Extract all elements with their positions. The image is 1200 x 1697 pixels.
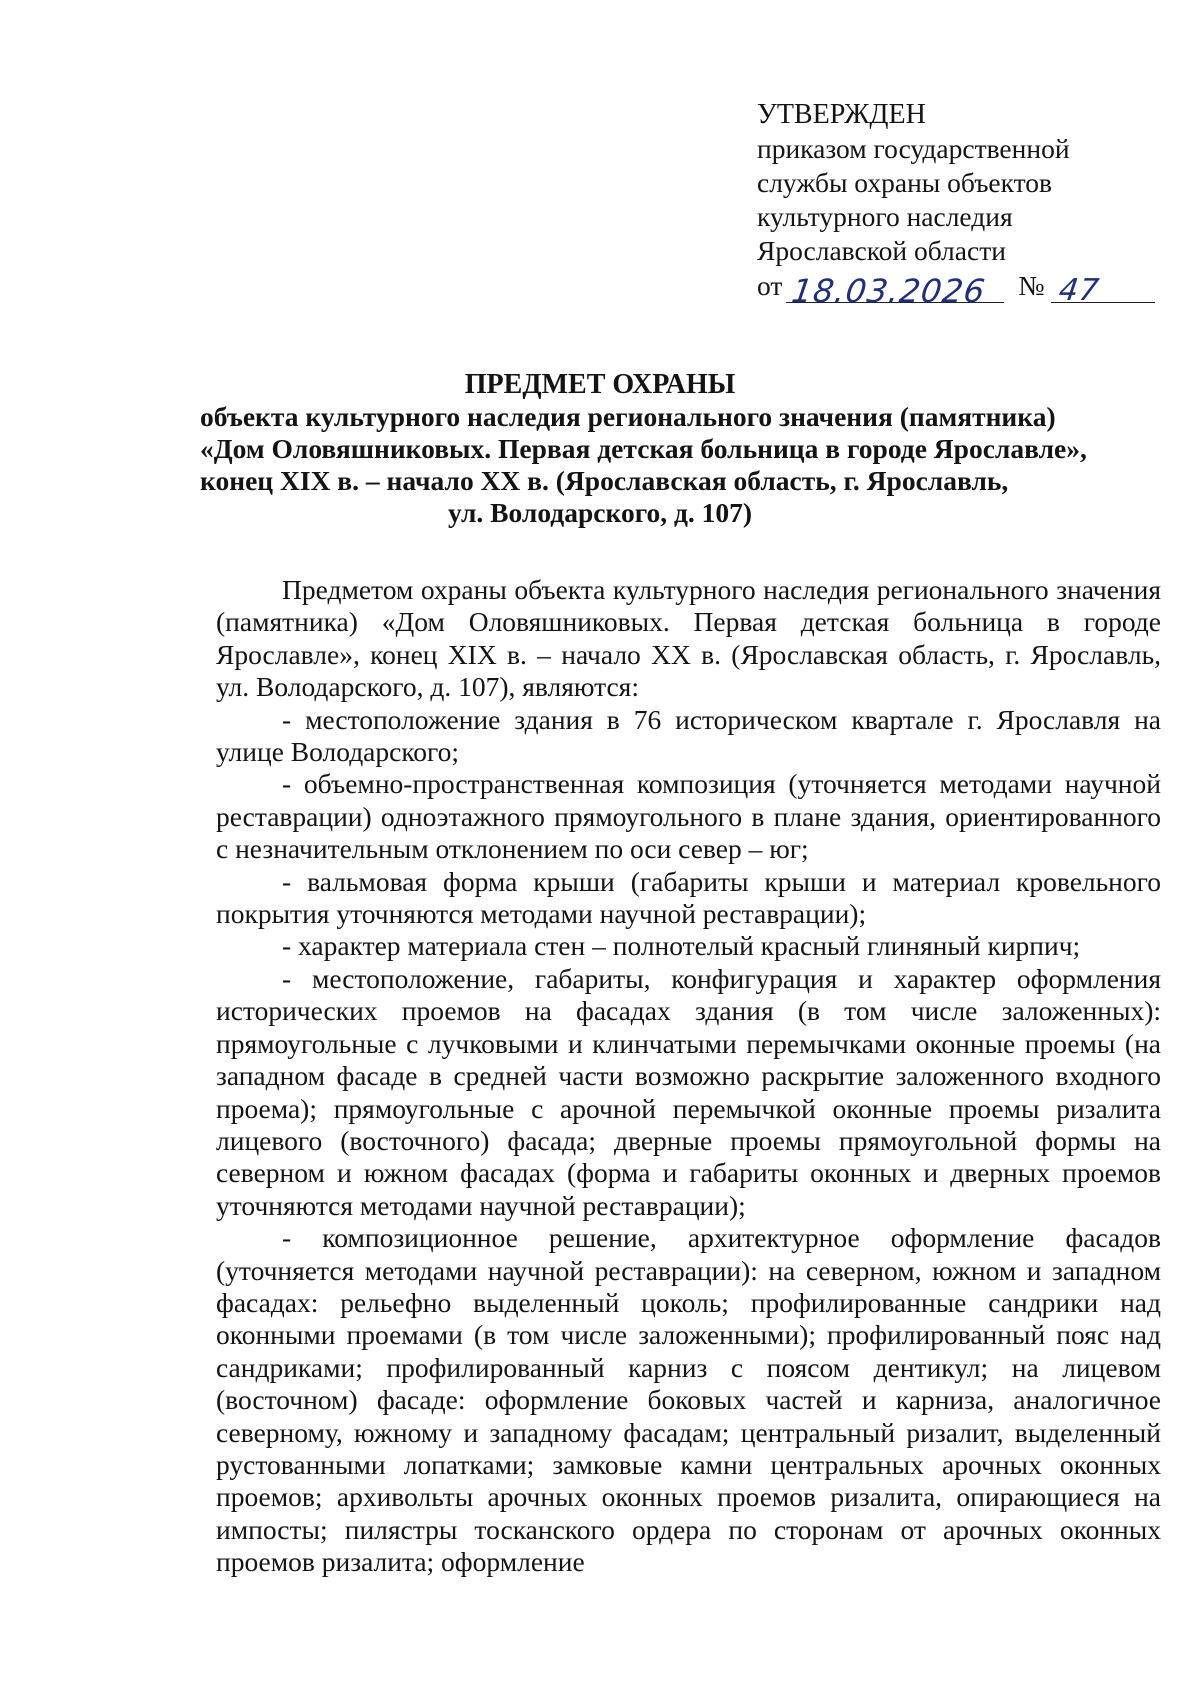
document-title xyxy=(200,369,1087,529)
intro-paragraph: Предметом охраны объекта культурного наследия регионального значения (памятника) «Дом Оловяшниковых. Первая детская больница в городе Ярославле», конец XIX в. – начало XX в. (Ярославская область, г. Ярославль, ул. Володарского, д. 107), являются: xyxy=(216,574,1161,703)
list-item: - вальмовая форма крыши (габариты крыши и материал кровельного покрытия уточняются методами научной реставрации); xyxy=(216,865,1161,930)
title-line: ул. Володарского, д. 107) xyxy=(447,497,753,528)
approval-line: Ярославской области xyxy=(757,235,1006,266)
approval-line: службы охраны объектов xyxy=(757,167,1053,198)
approval-heading: УТВЕРЖДЕН xyxy=(757,99,926,130)
approval-line: приказом государственной xyxy=(757,133,1070,164)
handwritten-date: 18.03.2026 xyxy=(789,272,989,310)
from-label: от xyxy=(757,270,783,301)
date-field xyxy=(786,268,1004,310)
list-item: - местоположение, габариты, конфигурация и характер оформления исторических проемов на фасадах здания (в том числе заложенных): прямоугольные с лучковыми и клинчатыми перемычками оконные проемы (на западном фасаде в средней части возможно раскрытие заложенного входного проема); прямоугольные с арочной перемычкой оконные проемы ризалита лицевого (восточного) фасада; дверные проемы прямоугольной формы на северном и южном фасадах (форма и габариты оконных и дверных проемов уточняются методами научной реставрации); xyxy=(216,962,1161,1221)
list-item: - композиционное решение, архитектурное оформление фасадов (уточняется методами научной реставрации): на северном, южном и западном фасадах: рельефно выделенный цоколь; профилированные сандрики над оконными проемами (в том числе заложенными); профилированный пояс над сандриками; профилированный карниз с поясом дентикул; на лицевом (восточном) фасаде: оформление боковых частей и карниза, аналогичное северному, южному и западному фасадам; центральный ризалит, выделенный рустованными лопатками; замковые камни центральных арочных оконных проемов; архивольты арочных оконных проемов ризалита, опирающиеся на импосты; пилястры тосканского ордера по сторонам от арочных оконных проемов ризалита; оформление xyxy=(216,1222,1161,1578)
approval-line: культурного наследия xyxy=(757,201,1013,232)
document-body xyxy=(216,574,1161,1579)
handwritten-number: 47 xyxy=(1056,273,1102,308)
number-sign: № xyxy=(1018,270,1045,301)
approval-date-row xyxy=(757,268,1177,310)
title-line: объекта культурного наследия регионального значения (памятника) xyxy=(200,401,1056,432)
title-line: «Дом Оловяшниковых. Первая детская больница в городе Ярославле», xyxy=(200,433,1087,464)
title-line: конец XIX в. – начало XX в. (Ярославская область, г. Ярославль, xyxy=(200,465,1009,496)
number-field xyxy=(1051,268,1155,308)
list-item: - объемно-пространственная композиция (уточняется методами научной реставрации) одноэтажного прямоугольного в плане здания, ориентированного с незначительным отклонением по оси север – юг; xyxy=(216,768,1161,865)
list-item: - характер материала стен – полнотелый красный глиняный кирпич; xyxy=(282,930,1081,962)
approval-block xyxy=(757,98,1177,310)
list-item: - местоположение здания в 76 историческом квартале г. Ярославля на улице Володарского; xyxy=(216,703,1161,768)
title-heading: ПРЕДМЕТ ОХРАНЫ xyxy=(464,369,736,400)
